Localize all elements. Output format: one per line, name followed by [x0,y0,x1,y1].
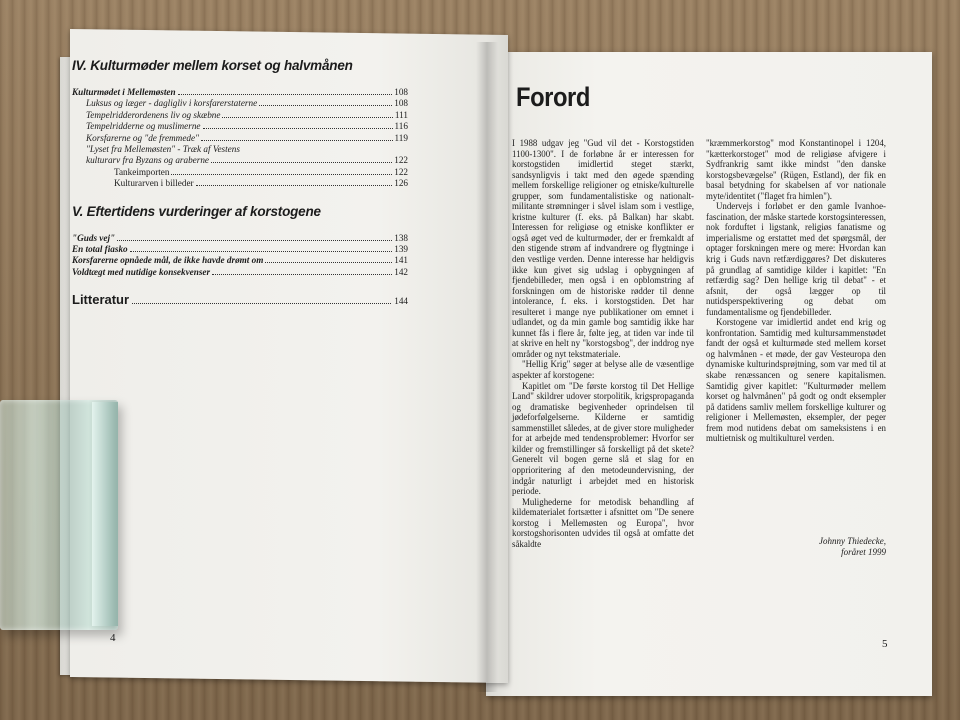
toc-list-section4 [72,87,408,190]
toc-entry [72,98,408,109]
book-gutter [476,42,498,692]
toc-leader-dots [212,267,392,275]
toc-entry [72,110,408,121]
toc-entry-label: Korsfarerne opnåede mål, de ikke havde drømt om [72,255,264,266]
toc-leader-dots [130,244,393,252]
foreword-paragraph: Mulighederne for metodisk behandling af kildematerialet fortsætter i afsnittet om "De senere korstog i Mellemøsten og Europa", hvor korstogshorisonten udvides til også at omfatte det såkaldte [512,496,694,549]
toc-entry-page: 142 [394,266,408,277]
foreword-paragraph: I 1988 udgav jeg "Gud vil det - Korstogstiden 1100-1300". I de forløbne år er interessen for korstogstiden imidlertid steget stærkt, sandsynligvis i takt med den øgede spænding mellem forskellige religioner og etniske/kulturelle grupper, som fundamentalistiske og nationalt-militante strømninger i såvel islam som i vestlige, kristne kulturer (f. eks. på Balkan) har skabt. Interessen for religiøse og etniske konflikter er også øget ved de kulturmøder, der er fremkaldt af den stigende strøm af indvandrere og flygtninge i den vestlige verden. Denne interesse har heldigvis ikke kun givet sig udslag i opbygningen af fjendebilleder, men også i en opblomstring af forskningen om de historiske rødder til denne intolerance, f. eks. i korstogstiden. Det har resulteret i mange nye publikationer om emnet i udlandet, og da min gamle bog samtidig ikke har kunnet fås i flere år, følte jeg, at tiden var inde til at skrive en helt ny "korstogsbog", der inddrog nye områder og nyt tekstmateriale. [512,138,694,359]
toc-entry [72,233,408,244]
toc-entry-label: Kulturmødet i Mellemøsten [72,87,176,97]
toc-entry-page: 126 [394,178,408,189]
toc-entry [72,133,408,144]
toc-section-title: V. Eftertidens vurderinger af korstogene [72,203,321,219]
toc-entry [72,87,408,98]
table-of-contents [72,58,408,307]
toc-entry-label: "Lyset fra Mellemøsten" - Træk af Vestens [86,144,240,155]
toc-leader-dots [222,110,392,118]
toc-section-title: IV. Kulturmøder mellem korset og halvmånen [72,58,353,73]
toc-entry-page: 141 [394,255,408,266]
toc-entry-page: 119 [394,132,408,143]
foreword-paragraph: "kræmmerkorstog" mod Konstantinopel i 1204, "kætterkorstoget" mod de religiøse afvigere i Sydfrankrig samt ikke mindst "den danske korstogsbevægelse" (Rügen, Estland), der fik en basal betydning for skabelsen af vor nationale myte/identitet ("flaget fra himlen"). [706,138,886,201]
toc-leader-dots [196,178,393,186]
foreword-column-left [512,138,694,549]
toc-entry [72,255,408,266]
toc-literature-label: Litteratur [72,292,130,308]
toc-entry-page: 116 [394,121,408,132]
foreword-signature [750,536,886,558]
toc-entry [72,167,408,178]
toc-entry-page: 111 [394,109,408,120]
toc-entry [72,121,408,132]
toc-entry [72,144,408,155]
toc-entry [72,155,408,166]
toc-entry [72,178,408,189]
toc-entry-page: 122 [394,155,408,166]
foreword-paragraph: Undervejs i forløbet er den gamle Ivanhoe-fascination, der måske startede korstogsinteressen, nok forduftet i ligstank, religiøs fanatisme og imperialisme og erstattet med det spørgsmål, der optager forskningen mere og mere: Hvordan kan krig i Guds navn retfærdiggøres? Det diskuteres på grundlag af samtidige kilder i kapitlet: "En retfærdig sag? Den hellige krig til debat" - et afsnit, der også lægger op til nutidsperspektivering og debat om fundamentalisme og fjendebilleder. [706,201,886,317]
toc-leader-dots [171,167,392,175]
toc-leader-dots [201,133,393,141]
toc-entry-label: "Guds vej" [72,232,116,243]
foreword-paragraph: "Hellig Krig" søger at belyse alle de væsentlige aspekter af korstogene: [512,359,694,381]
toc-entry-page: 139 [394,244,408,255]
toc-entry-label: Tempelridderne og muslimerne [86,121,201,132]
left-page-number: 4 [110,632,116,644]
toc-entry-label: Tankeimporten [114,166,170,177]
toc-entry-page: 108 [394,98,408,109]
toc-leader-dots [178,87,393,95]
toc-entry-page: 122 [394,166,408,177]
signature-date: foråret 1999 [841,547,886,557]
foreword-paragraph: Kapitlet om "De første korstog til Det Hellige Land" skildrer udover storpolitik, krigspropaganda og dramatiske begivenheder oprindelsen til jødeforfølgelserne. Kilderne er samtidig sammenstillet således, at de giver store muligheder for at arbejde med tendensproblemer: Hvorfor ser kilder og fremstillinger så forskelligt på det skete? Generelt vil bogen gerne slå et slag for en opprioritering af den metodeundervisning, der indgår naturligt i arbejdet med en historisk periode. [512,380,694,497]
toc-entry [72,267,408,278]
toc-leader-dots [265,255,392,263]
toc-leader-dots [211,155,392,163]
toc-entry-label: Luksus og læger - dagligliv i korsfarerstaterne [86,98,258,109]
toc-leader-dots [132,295,391,304]
toc-entry [72,244,408,255]
toc-entry-page: 138 [394,232,408,243]
page-title: Forord [516,82,590,112]
toc-entry-page: 108 [394,87,408,97]
toc-entry-label: Korsfarerne og "de fremmede" [86,132,199,143]
toc-leader-dots [259,98,392,106]
toc-literature-row [72,292,408,307]
signature-name: Johnny Thiedecke, [819,536,886,546]
toc-leader-dots [117,233,392,241]
right-page-number: 5 [882,638,888,650]
toc-entry-label: Tempelridderordenens liv og skæbne [86,109,221,120]
toc-list-section5 [72,233,408,279]
toc-entry-label: Kulturarven i billeder [114,178,194,189]
toc-literature-page: 144 [394,296,408,307]
toc-leader-dots [203,121,393,129]
toc-entry-label: En total fiasko [72,244,128,255]
toc-entry-label: kulturarv fra Byzans og araberne [86,155,209,166]
toc-entry-label: Voldtægt med nutidige konsekvenser [72,266,211,277]
foreword-paragraph: Korstogene var imidlertid andet end krig og konfrontation. Samtidig med kultursammenstødet fandt der også et kulturmøde sted mellem korset og halvmånen - et møde, der gav Vesteuropa den dynamiske kulturindsprøjtning, som var med til at skabe renæssancen og senere kapitalismen. Samtidig giver kapitlet: "Kulturmøder mellem korset og halvmånen" på godt og ondt eksempler på datidens samliv mellem forskellige kulturer og religioner i Mellemøsten, eksempler, der peger frem mod nutidens debat om sameksistens i en multietnisk og multikulturel verden. [706,317,886,444]
foreword-column-right [706,138,886,444]
glass-paperweight-edge [92,402,118,626]
